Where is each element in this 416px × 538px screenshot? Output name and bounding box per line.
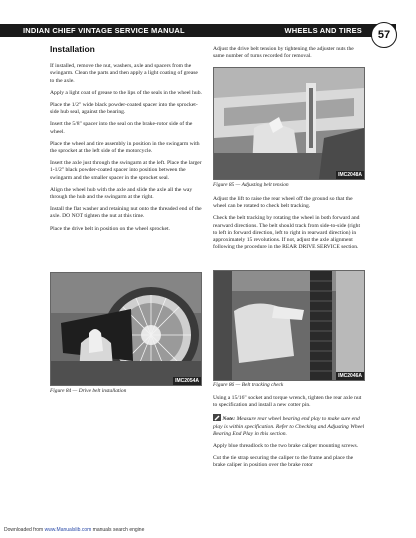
drive-belt-photo	[50, 272, 202, 386]
belt-tracking-illustration	[214, 271, 364, 380]
note-label: Note:	[222, 416, 236, 423]
paragraph: Place the drive belt in position on the wheel sprocket.	[50, 225, 170, 232]
figure-85-caption: Figure 85 — Adjusting belt tension	[213, 182, 289, 188]
paragraph: Apply blue threadlock to the two brake caliper mounting screws.	[213, 443, 359, 450]
figure-86-caption: Figure 86 — Belt tracking check	[213, 382, 284, 388]
paragraph: Install the flat washer and retaining nut onto the threaded end of the axle. DO NOT tighten the nut at this time.	[50, 206, 202, 220]
paragraph: Apply a light coat of grease to the lips of the seals in the wheel hub.	[50, 89, 202, 96]
paragraph: Check the belt tracking by rotating the wheel in both forward and rearward directions. The belt should track from side-to-side (right to left in forward direction, left to right in rearward direction) in approximately 15 revolutions. If not, adjust the axle alignment following the procedure in the REAR DRIVE SERVICE section.	[213, 215, 360, 251]
drive-belt-illustration	[51, 273, 201, 385]
figure-code-label: IMC2054A	[175, 378, 199, 384]
belt-tracking-photo	[213, 270, 365, 381]
belt-tension-illustration	[214, 68, 364, 179]
right-column-middle	[213, 196, 365, 256]
page-header-bar	[0, 24, 396, 37]
figure-code-label: IMC2048A	[338, 172, 362, 178]
paragraph: If installed, remove the nut, washers, axle and spacers from the swingarm. Clean the parts and then apply a light coating of grease to the axle.	[50, 63, 198, 84]
right-column-bottom	[213, 395, 365, 475]
paragraph: Insert the axle just through the swingarm at the left. Place the larger 1-1/2" black powder-coated spacer into position between the swingarm and the smaller spacer in the sprocket seal.	[50, 160, 202, 181]
paragraph: Insert the 5/8" spacer into the seal on the brake-rotor side of the wheel.	[50, 121, 193, 135]
section-title: WHEELS AND TIRES	[284, 26, 362, 35]
right-column-top	[213, 46, 365, 65]
footer-suffix: manuals search engine	[92, 527, 145, 533]
paragraph: Place the 1/2" wide black powder-coated spacer into the sprocket-side hub seal, against the bearing.	[50, 102, 198, 116]
paragraph: Adjust the drive belt tension by tightening the adjuster nuts the same number of turns recorded for removal.	[213, 46, 354, 60]
paragraph: Align the wheel hub with the axle and slide the axle all the way through the hub and the swingarm at the right.	[50, 186, 193, 201]
manual-title: INDIAN CHIEF VINTAGE SERVICE MANUAL	[23, 26, 185, 35]
paragraph: Adjust the lift to raise the rear wheel off the ground so that the wheel can be rotated to check belt tracking.	[213, 196, 353, 210]
belt-tension-photo	[213, 67, 365, 180]
footer-prefix: Downloaded from	[4, 527, 44, 533]
figure-code-label: IMC2046A	[338, 373, 362, 379]
manualslib-link[interactable]: www.Manualslib.com	[44, 527, 92, 533]
installation-heading: Installation	[50, 44, 95, 54]
note-text: Measure rear wheel bearing end play to make sure end play is within specification. Refer to Checking and Adjusting Wheel Bearing End Play in this section.	[213, 416, 365, 437]
paragraph: Cut the tie strap securing the caliper to the frame and place the brake caliper in position over the brake rotor	[213, 455, 354, 469]
paragraph: Using a 15/16" socket and torque wrench, tighten the rear axle nut to specification and install a new cotter pin.	[213, 395, 362, 409]
figure-84-caption: Figure 84 — Drive belt installation	[50, 388, 127, 394]
left-column	[50, 46, 202, 238]
page-number-badge: 57	[371, 22, 397, 48]
download-footer	[4, 527, 144, 533]
paragraph: Place the wheel and tire assembly in position in the swingarm with the sprocket at the left side of the motorcycle.	[50, 140, 200, 155]
note-pencil-icon	[213, 414, 221, 421]
note-paragraph	[213, 414, 365, 438]
